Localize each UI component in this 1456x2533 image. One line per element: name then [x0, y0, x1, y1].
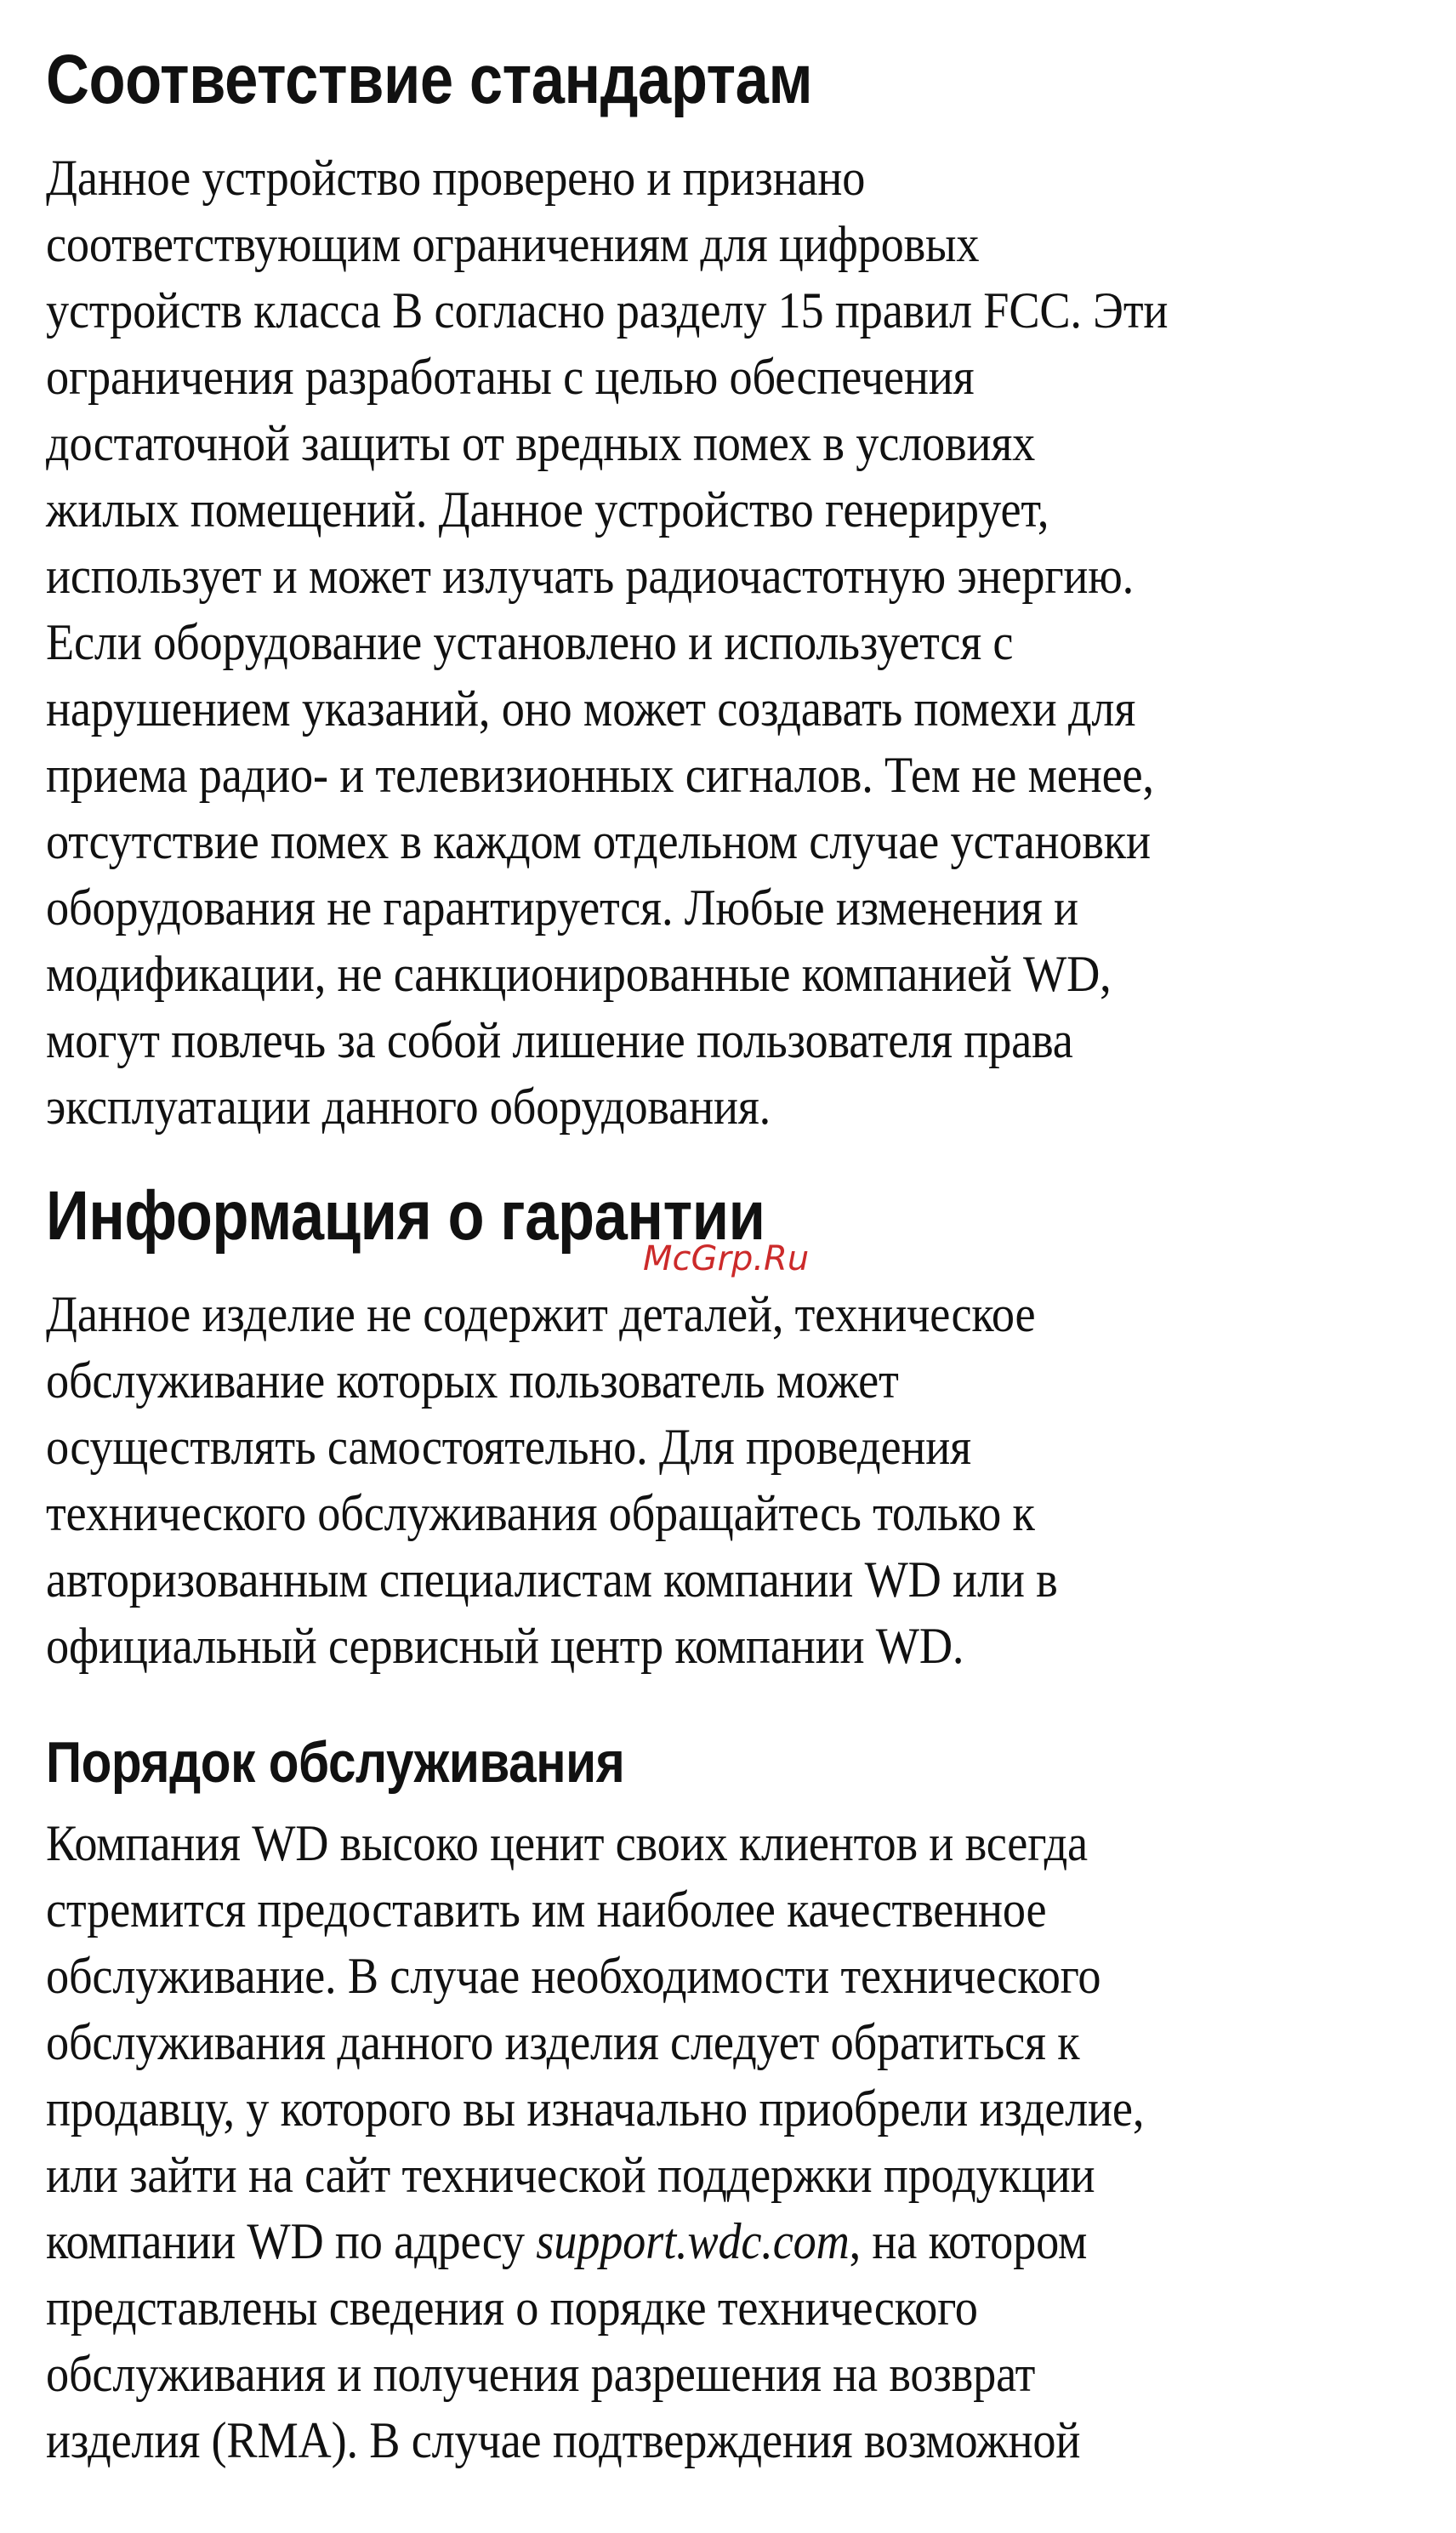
warranty-body: [46, 1281, 1424, 1679]
service-heading: Порядок обслуживания: [46, 1730, 625, 1795]
text-line: модификации, не санкционированные компанией WD,: [46, 946, 1112, 1002]
text-line: устройств класса B согласно разделу 15 правил FCC. Эти: [46, 282, 1169, 339]
watermark-text: McGrp.Ru: [643, 1239, 810, 1278]
text-line: оборудования не гарантируется. Любые изменения и: [46, 879, 1078, 936]
text-line: изделия (RMA). В случае подтверждения возможной: [46, 2412, 1081, 2468]
text-line: обслуживание которых пользователь может: [46, 1352, 899, 1409]
text-line: нарушением указаний, оно может создавать помехи для: [46, 680, 1136, 737]
service-section: [46, 1728, 1424, 1796]
compliance-section: [46, 39, 1424, 121]
text-line: стремится предоставить им наиболее качественное: [46, 1881, 1047, 1938]
service-url-prefix: компании WD по адресу: [46, 2213, 537, 2269]
compliance-body: [46, 145, 1424, 1140]
text-line: технического обслуживания обращайтесь только к: [46, 1485, 1035, 1541]
text-line: или зайти на сайт технической поддержки продукции: [46, 2147, 1095, 2203]
text-line: приема радио- и телевизионных сигналов. Тем не менее,: [46, 747, 1154, 803]
service-body: [46, 1810, 1424, 2473]
text-line: официальный сервисный центр компании WD.: [46, 1618, 964, 1674]
text-line: отсутствие помех в каждом отдельном случае установки: [46, 813, 1151, 869]
service-lines-top: [46, 1810, 1293, 2208]
service-paragraph: [46, 1810, 1293, 2473]
text-line: использует и может излучать радиочастотную энергию.: [46, 548, 1135, 604]
support-url-link[interactable]: support.wdc.com: [536, 2213, 850, 2269]
service-url-suffix: , на котором: [849, 2213, 1088, 2269]
text-line: Компания WD высоко ценит своих клиентов и всегда: [46, 1815, 1088, 1871]
compliance-paragraph: [46, 145, 1293, 1140]
text-line: Данное изделие не содержит деталей, техническое: [46, 1286, 1036, 1342]
warranty-paragraph: [46, 1281, 1293, 1679]
text-line: Данное устройство проверено и признано: [46, 150, 866, 206]
text-line: эксплуатации данного оборудования.: [46, 1079, 771, 1135]
text-line: обслуживание. В случае необходимости технического: [46, 1948, 1101, 2004]
text-line: представлены сведения о порядке технического: [46, 2280, 978, 2336]
text-line: могут повлечь за собой лишение пользователя права: [46, 1012, 1073, 1068]
warranty-heading: Информация о гарантии: [46, 1177, 765, 1255]
text-line: авторизованным специалистам компании WD или в: [46, 1551, 1058, 1608]
text-line: ограничения разработаны с целью обеспечения: [46, 349, 975, 405]
text-line: обслуживания данного изделия следует обратиться к: [46, 2014, 1080, 2070]
service-url-line: [46, 2208, 1293, 2274]
text-line: жилых помещений. Данное устройство генерирует,: [46, 481, 1049, 538]
text-line: осуществлять самостоятельно. Для проведения: [46, 1419, 971, 1475]
text-line: обслуживания и получения разрешения на возврат: [46, 2346, 1036, 2402]
text-line: продавцу, у которого вы изначально приобрели изделие,: [46, 2080, 1145, 2137]
text-line: соответствующим ограничениям для цифровых: [46, 216, 980, 272]
text-line: Если оборудование установлено и используется с: [46, 614, 1014, 670]
compliance-heading: Соответствие стандартам: [46, 41, 813, 118]
service-lines-bottom: [46, 2274, 1293, 2473]
text-line: достаточной защиты от вредных помех в условиях: [46, 415, 1036, 471]
